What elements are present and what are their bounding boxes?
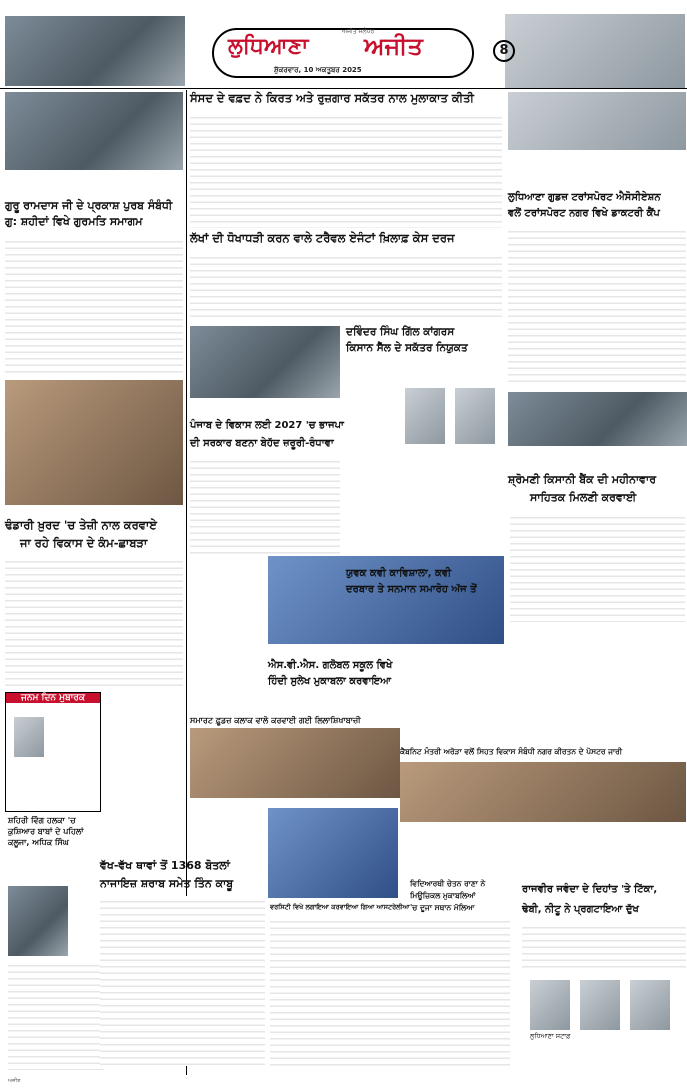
footer-brand: ਅਜੀਤ	[8, 1078, 21, 1084]
photo-a11	[400, 762, 686, 822]
photo-secondary	[455, 388, 495, 444]
masthead	[212, 28, 474, 78]
headline-a3: ਲੁਧਿਆਣਾ ਗੁਡਜ਼ ਟਰਾਂਸਪੋਰਟ ਐਸੋਸੀਏਸ਼ਨ	[508, 192, 661, 203]
credit-a15: ਲੁਧਿਆਣਾ ਸਟਾਫ਼	[530, 1032, 571, 1040]
body-a6	[190, 456, 340, 556]
photo-a15-1	[530, 980, 570, 1030]
photo-a15-2	[580, 980, 620, 1030]
birthday-box	[5, 692, 101, 812]
headline-a9: ਯੁਵਕ ਕਵੀ ਕਾਵਿਸ਼ਾਲਾ, ਕਵੀ	[346, 568, 452, 579]
headline-a8-line2: ਜਾ ਰਹੇ ਵਿਕਾਸ ਦੇ ਕੰਮ-ਛਾਬੜਾ	[20, 536, 148, 550]
body-a3	[508, 226, 686, 386]
photo-gurmat	[5, 92, 183, 170]
headline-a14-line3: 'ਚ ਦੂਜਾ ਸਥਾਨ ਮੱਲਿਆ	[410, 903, 475, 912]
body-a2	[5, 236, 183, 376]
headline-a1: ਸੰਸਦ ਦੇ ਵਫ਼ਦ ਨੇ ਕਿਰਤ ਅਤੇ ਰੁਜ਼ਗਾਰ ਸਕੱਤਰ ਨਾਲ ਮੁਲਾਕਾਤ ਕੀਤੀ	[190, 91, 474, 105]
photo-a15-3	[630, 980, 670, 1030]
body-a16	[8, 960, 104, 1070]
headline-a7: ਸ਼੍ਰੋਮਣੀ ਕਿਸਾਨੀ ਬੈਂਕ ਦੀ ਮਹੀਨਾਵਾਰ	[508, 473, 657, 486]
headline-a10: ਐਸ.ਵੀ.ਐਸ. ਗਲੋਬਲ ਸਕੂਲ ਵਿਖੇ	[268, 660, 393, 671]
photo-a6	[190, 326, 340, 398]
headline-a13: ਵੱਖ-ਵੱਖ ਥਾਵਾਂ ਤੋਂ 1368 ਬੋਤਲਾਂ	[100, 859, 230, 872]
headline-a4: ਲੱਖਾਂ ਦੀ ਧੋਖਾਧੜੀ ਕਰਨ ਵਾਲੇ ਟਰੈਵਲ ਏਜੰਟਾਂ ਖ਼ਿਲਾਫ਼ ਕੇਸ ਦਰਜ	[190, 231, 455, 245]
body-a13	[100, 896, 265, 1066]
headline-a11: ਕੈਬਨਿਟ ਮੰਤਰੀ ਅਰੋੜਾ ਵਲੋਂ ਸਿਹਤ ਵਿਕਾਸ ਸੰਬੰਧੀ ਨਗਰ ਕੀਰਤਨ ਦੇ ਪੋਸਟਰ ਜਾਰੀ	[400, 747, 623, 756]
header-photo-left	[5, 16, 185, 86]
headline-a5: ਦਵਿੰਦਰ ਸਿੰਘ ਗਿੱਲ ਕਾਂਗਰਸ	[346, 326, 455, 338]
headline-a5-line2: ਕਿਸਾਨ ਸੈੱਲ ਦੇ ਸਕੱਤਰ ਨਿਯੁਕਤ	[346, 342, 468, 354]
headline-a17: ਵਰਸਿਟੀ ਵਿਖੇ ਲਗਾਇਆ ਕਰਵਾਇਆ ਗਿਆ ਆਸਟਰੇਲੀਆ	[270, 903, 410, 911]
birthday-title: ਜਨਮ ਦਿਨ ਮੁਬਾਰਕ	[6, 693, 100, 703]
divider	[0, 88, 687, 89]
headline-a16: ਸ਼ਹਿਰੀ ਵਿੰਗ ਹਲਕਾ 'ਚ	[8, 816, 76, 825]
photo-a12	[190, 728, 400, 798]
body-a17	[270, 916, 510, 1066]
body-a4	[190, 252, 502, 322]
headline-a16-line3: ਕਲੂਜਾ, ਅਧਿਕ ਸਿੰਘ	[8, 838, 69, 847]
birthday-photo	[14, 717, 44, 757]
headline-a15: ਰਾਜਵੀਰ ਜਵੰਦਾ ਦੇ ਦਿਹਾਂਤ 'ਤੇ ਟਿੱਕਾ,	[522, 884, 658, 895]
headline-a16-line2: ਕੁਸ਼ਿਆਰ ਬਾਬਾਂ ਦੇ ਪਹਿਲਾਂ	[8, 827, 84, 836]
headline-a9-line2: ਦਰਬਾਰ ਤੇ ਸਨਮਾਨ ਸਮਾਰੋਹ ਅੱਜ ਤੋਂ	[346, 584, 477, 595]
masthead-date: ਸ਼ੁੱਕਰਵਾਰ, 10 ਅਕਤੂਬਰ 2025	[274, 66, 362, 74]
headline-a15-line2: ਢੇਬੀ, ਨੀਟੂ ਨੇ ਪ੍ਰਗਟਾਇਆ ਦੁੱਖ	[522, 904, 639, 915]
headline-a12: ਸਮਾਰਟ ਫ਼ੂਡਜ਼ ਕਲਾਕ ਵਾਲੋ ਕਰਵਾਈ ਗਈ ਲਿਲਾਸ਼ਿਖਾਬਾਜ਼ੀ	[190, 716, 361, 725]
body-a15	[522, 922, 686, 972]
photo-a17	[268, 808, 398, 898]
body-a1	[190, 112, 502, 228]
photo-kisani	[508, 392, 687, 446]
print-slug	[0, 0, 687, 10]
masthead-city: ਲੁਧਿਆਣਾ	[228, 34, 309, 59]
headline-a14: ਵਿਦਿਆਰਥੀ ਚੇਤਨ ਰਾਣਾ ਨੇ	[410, 879, 486, 888]
photo-transport	[508, 92, 686, 150]
page-number: 8	[493, 40, 515, 62]
photo-gill	[405, 388, 445, 444]
headline-a2: ਗੁਰੂ ਰਾਮਦਾਸ ਜੀ ਦੇ ਪ੍ਰਕਾਸ਼ ਪੁਰਬ ਸੰਬੰਧੀ	[5, 199, 173, 212]
headline-a3-line2: ਵਲੋਂ ਟਰਾਂਸਪੋਰਟ ਨਗਰ ਵਿਖੇ ਡਾਕਟਰੀ ਕੈਂਪ	[508, 208, 660, 219]
body-a8	[5, 556, 183, 686]
headline-a2-line2: ਗੁ: ਸ਼ਹੀਦਾਂ ਵਿਖੇ ਗੁਰਮਤਿ ਸਮਾਗਮ	[5, 215, 143, 228]
masthead-edition: ਅਜੀਤ ਜਲੰਧਰ	[342, 28, 375, 35]
body-a7	[510, 512, 685, 622]
header-photo-right	[505, 14, 685, 88]
headline-a13-line2: ਨਾਜਾਇਜ਼ ਸ਼ਰਾਬ ਸਮੇਤ ਤਿੰਨ ਕਾਬੂ	[100, 877, 234, 890]
headline-a6-line2: ਦੀ ਸਰਕਾਰ ਬਣਨਾ ਬੇਹੱਦ ਜ਼ਰੂਰੀ-ਰੰਧਾਵਾ	[190, 438, 334, 449]
photo-portrait	[8, 886, 68, 956]
headline-a8: ਢੰਡਾਰੀ ਖ਼ੁਰਦ 'ਚ ਤੇਜ਼ੀ ਨਾਲ ਕਰਵਾਏ	[5, 518, 157, 532]
masthead-brand: ਅਜੀਤ	[364, 32, 423, 60]
headline-a14-line2: ਮਿਊਜ਼ਿਕਲ ਮੁਕਾਬਲਿਆਂ	[410, 891, 476, 900]
headline-a6: ਪੰਜਾਬ ਦੇ ਵਿਕਾਸ ਲਈ 2027 'ਚ ਭਾਜਪਾ	[190, 420, 344, 431]
headline-a7-line2: ਸਾਹਿਤਕ ਮਿਲਣੀ ਕਰਵਾਈ	[530, 491, 637, 504]
headline-a10-line2: ਹਿੰਦੀ ਸੁਲੇਖ ਮੁਕਾਬਲਾ ਕਰਵਾਇਆ	[268, 676, 392, 687]
footer	[0, 1076, 687, 1089]
caption-gurmat	[5, 172, 183, 198]
photo-dhandari	[5, 380, 183, 505]
